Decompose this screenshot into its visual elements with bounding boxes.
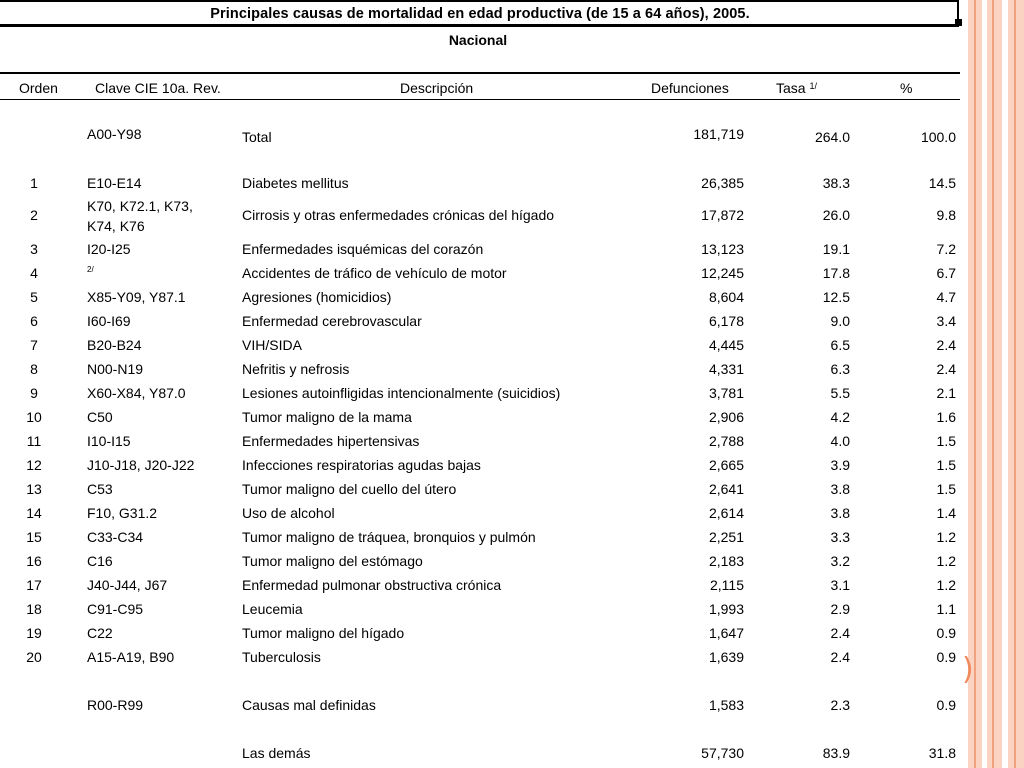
row-defunciones: 1,993 [708, 601, 744, 617]
row-orden: 12 [26, 457, 42, 473]
row-orden: 16 [26, 553, 42, 569]
row-pct: 2.4 [936, 361, 956, 377]
header-orden: Orden [19, 80, 58, 96]
table-row [0, 312, 960, 336]
row-defunciones: 2,183 [708, 553, 744, 569]
row-tasa: 3.2 [830, 553, 850, 569]
row-tasa: 2.4 [830, 649, 850, 665]
row-orden: 18 [26, 601, 42, 617]
others-descripcion: Las demás [242, 745, 311, 761]
others-pct: 31.8 [928, 745, 956, 761]
row-clave-line2: K74, K76 [87, 218, 145, 234]
row-tasa: 3.8 [830, 505, 850, 521]
row-descripcion: Enfermedad pulmonar obstructiva crónica [242, 577, 502, 593]
total-row [0, 125, 960, 149]
row-clave-line1: K70, K72.1, K73, [87, 198, 193, 214]
row-defunciones: 17,872 [701, 207, 744, 223]
table-row [0, 408, 960, 432]
total-pct: 100.0 [920, 129, 956, 145]
row-orden: 8 [30, 361, 38, 377]
row-tasa: 4.0 [830, 433, 850, 449]
row-orden: 13 [26, 481, 42, 497]
row-pct: 4.7 [936, 289, 956, 305]
header-tasa-label: Tasa [776, 80, 806, 96]
row-defunciones: 1,647 [708, 625, 744, 641]
row-defunciones: 12,245 [701, 265, 744, 281]
row-pct: 7.2 [936, 241, 956, 257]
row-descripcion: Tumor maligno del estómago [242, 553, 423, 569]
row-tasa: 5.5 [830, 385, 850, 401]
decorative-paren-glyph: ) [962, 652, 974, 687]
row-clave [87, 196, 237, 236]
row-defunciones: 2,251 [708, 529, 744, 545]
row-pct: 1.2 [936, 553, 956, 569]
row-defunciones: 2,788 [708, 433, 744, 449]
row-clave: A15-A19, B90 [87, 649, 175, 665]
row-descripcion: Nefritis y nefrosis [242, 361, 350, 377]
row-descripcion: Enfermedades hipertensivas [242, 433, 420, 449]
row-tasa: 3.1 [830, 577, 850, 593]
row-clave: C16 [87, 553, 113, 569]
row-tasa: 3.8 [830, 481, 850, 497]
header-percent: % [900, 80, 913, 96]
others-tasa: 83.9 [822, 745, 850, 761]
row-tasa: 9.0 [830, 313, 850, 329]
page-subtitle: Nacional [448, 32, 508, 48]
row-descripcion: Enfermedad cerebrovascular [242, 313, 422, 329]
row-descripcion: Enfermedades isquémicas del corazón [242, 241, 484, 257]
row-orden: 14 [26, 505, 42, 521]
row-descripcion: Lesiones autoinfligidas intencionalmente (suicidios) [242, 385, 561, 401]
row-clave: X85-Y09, Y87.1 [87, 289, 186, 305]
row-clave: C50 [87, 409, 113, 425]
row-orden: 19 [26, 625, 42, 641]
ill-defined-defunciones: 1,583 [708, 697, 744, 713]
ill-defined-tasa: 2.3 [830, 697, 850, 713]
row-defunciones: 2,665 [708, 457, 744, 473]
table-row [0, 264, 960, 288]
table-row [0, 360, 960, 384]
row-descripcion: Tumor maligno de tráquea, bronquios y pulmón [242, 529, 536, 545]
row-orden: 17 [26, 577, 42, 593]
row-descripcion: Diabetes mellitus [242, 175, 349, 191]
total-descripcion: Total [242, 129, 272, 145]
row-clave: C91-C95 [87, 601, 144, 617]
header-descripcion: Descripción [400, 80, 474, 96]
row-clave: B20-B24 [87, 337, 142, 353]
row-descripcion: Tumor maligno del hígado [242, 625, 405, 641]
row-defunciones: 2,115 [710, 577, 744, 593]
row-defunciones: 13,123 [701, 241, 744, 257]
row-pct: 1.5 [936, 481, 956, 497]
row-descripcion: Infecciones respiratorias agudas bajas [242, 457, 481, 473]
ill-defined-row [0, 696, 960, 720]
row-pct: 3.4 [936, 313, 956, 329]
others-row [0, 744, 960, 768]
row-tasa: 2.4 [830, 625, 850, 641]
row-tasa: 6.5 [830, 337, 850, 353]
header-tasa-footnote: 1/ [809, 81, 817, 91]
row-orden: 7 [30, 337, 38, 353]
row-tasa: 38.3 [822, 175, 850, 191]
others-defunciones: 57,730 [701, 745, 744, 761]
table-row [0, 288, 960, 312]
row-pct: 1.5 [936, 457, 956, 473]
table-row [0, 648, 960, 672]
table-row [0, 384, 960, 408]
row-orden: 15 [26, 529, 42, 545]
table-row [0, 576, 960, 600]
table-row [0, 480, 960, 504]
row-clave: C22 [87, 625, 113, 641]
row-orden: 20 [26, 649, 42, 665]
table-row [0, 198, 960, 234]
row-descripcion: Tuberculosis [242, 649, 321, 665]
row-orden: 9 [30, 385, 38, 401]
ill-defined-descripcion: Causas mal definidas [242, 697, 376, 713]
table-row [0, 504, 960, 528]
row-tasa: 26.0 [822, 207, 850, 223]
row-pct: 2.1 [936, 385, 956, 401]
row-descripcion: Cirrosis y otras enfermedades crónicas del hígado [242, 207, 555, 223]
row-tasa: 4.2 [830, 409, 850, 425]
row-pct: 14.5 [928, 175, 956, 191]
row-orden: 11 [26, 433, 42, 449]
row-pct: 1.2 [936, 529, 956, 545]
row-descripcion: VIH/SIDA [242, 337, 302, 353]
row-defunciones: 26,385 [701, 175, 744, 191]
row-tasa: 12.5 [822, 289, 850, 305]
row-defunciones: 2,614 [708, 505, 744, 521]
row-defunciones: 4,331 [708, 361, 744, 377]
row-tasa: 2.9 [830, 601, 850, 617]
row-orden: 3 [30, 241, 38, 257]
row-orden: 6 [30, 313, 38, 329]
row-clave: J40-J44, J67 [87, 577, 168, 593]
row-defunciones: 3,781 [708, 385, 744, 401]
table-row [0, 174, 960, 198]
row-pct: 0.9 [936, 649, 956, 665]
row-orden: 10 [26, 409, 42, 425]
row-tasa: 17.8 [822, 265, 850, 281]
row-orden: 2 [30, 207, 38, 223]
table-row [0, 600, 960, 624]
row-orden: 5 [30, 289, 38, 305]
row-defunciones: 6,178 [708, 313, 744, 329]
row-pct: 0.9 [936, 625, 956, 641]
ill-defined-pct: 0.9 [936, 697, 956, 713]
row-clave: I10-I15 [87, 433, 131, 449]
header-tasa [776, 79, 817, 97]
row-clave: N00-N19 [87, 361, 144, 377]
row-defunciones: 4,445 [708, 337, 744, 353]
table-row [0, 336, 960, 360]
row-clave: C53 [87, 481, 113, 497]
header-clave: Clave CIE 10a. Rev. [95, 80, 221, 96]
table-top-rule [0, 72, 960, 74]
row-pct: 2.4 [936, 337, 956, 353]
row-clave-footnote: 2/ [87, 265, 94, 274]
row-clave: F10, G31.2 [87, 505, 158, 521]
row-orden: 4 [30, 265, 38, 281]
row-defunciones: 2,641 [708, 481, 744, 497]
header-defunciones: Defunciones [651, 80, 729, 96]
table-row [0, 528, 960, 552]
row-clave: E10-E14 [87, 175, 142, 191]
row-defunciones: 8,604 [708, 289, 744, 305]
row-defunciones: 2,906 [708, 409, 744, 425]
table-row [0, 432, 960, 456]
row-pct: 6.7 [936, 265, 956, 281]
row-defunciones: 1,639 [708, 649, 744, 665]
selection-resize-handle[interactable] [955, 19, 962, 26]
row-clave: I20-I25 [87, 241, 131, 257]
row-orden: 1 [30, 175, 38, 191]
row-clave: I60-I69 [87, 313, 131, 329]
row-clave: J10-J18, J20-J22 [87, 457, 195, 473]
row-pct: 1.4 [936, 505, 956, 521]
table-row [0, 552, 960, 576]
row-descripcion: Accidentes de tráfico de vehículo de motor [242, 265, 507, 281]
row-tasa: 3.3 [830, 529, 850, 545]
row-tasa: 6.3 [830, 361, 850, 377]
page-title: Principales causas de mortalidad en edad productiva (de 15 a 64 años), 2005. [210, 6, 750, 22]
table-row [0, 624, 960, 648]
row-tasa: 3.9 [830, 457, 850, 473]
total-clave: A00-Y98 [87, 126, 142, 142]
total-defunciones: 181,719 [693, 126, 744, 142]
row-pct: 1.5 [936, 433, 956, 449]
row-descripcion: Agresiones (homicidios) [242, 289, 392, 305]
row-descripcion: Uso de alcohol [242, 505, 335, 521]
decorative-side-border [968, 0, 1024, 768]
header-rule [0, 99, 960, 100]
table-row [0, 456, 960, 480]
row-pct: 1.2 [936, 577, 956, 593]
row-pct: 1.1 [936, 601, 956, 617]
row-tasa: 19.1 [822, 241, 850, 257]
row-pct: 9.8 [936, 207, 956, 223]
row-descripcion: Leucemia [242, 601, 303, 617]
row-descripcion: Tumor maligno de la mama [242, 409, 412, 425]
row-pct: 1.6 [936, 409, 956, 425]
row-clave: X60-X84, Y87.0 [87, 385, 186, 401]
ill-defined-clave: R00-R99 [87, 697, 144, 713]
row-clave: C33-C34 [87, 529, 144, 545]
total-tasa: 264.0 [814, 129, 850, 145]
row-descripcion: Tumor maligno del cuello del útero [242, 481, 457, 497]
